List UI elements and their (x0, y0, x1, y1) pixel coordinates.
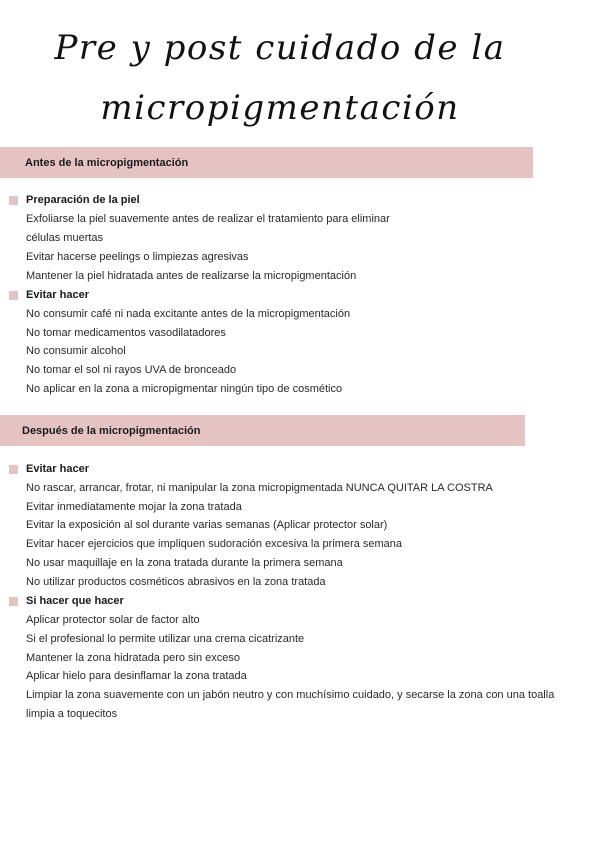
page-title-line-2: micropigmentación (100, 88, 460, 128)
page-title-line-1: Pre y post cuidado de la (54, 28, 506, 68)
list-item: limpia a toquecitos (26, 708, 118, 720)
list-item: No rascar, arrancar, frotar, ni manipular la zona micropigmentada NUNCA QUITAR LA COSTRA (26, 482, 493, 494)
list-item: Exfoliarse la piel suavemente antes de realizar el tratamiento para eliminar (26, 213, 390, 225)
list-item: células muertas (26, 232, 104, 244)
list-item: Aplicar hielo para desinflamar la zona tratada (26, 670, 247, 682)
list-item: No tomar medicamentos vasodilatadores (26, 327, 226, 339)
list-item: No consumir café ni nada excitante antes de la micropigmentación (26, 308, 351, 320)
heading-si-hacer (9, 595, 124, 607)
heading-label: Si hacer que hacer (26, 595, 124, 607)
section-bar-antes (0, 147, 533, 178)
square-bullet-icon (9, 597, 18, 606)
list-item: Evitar hacerse peelings o limpiezas agresivas (26, 251, 249, 263)
square-bullet-icon (9, 291, 18, 300)
section-title-antes: Antes de la micropigmentación (25, 156, 189, 169)
section-title-despues: Después de la micropigmentación (22, 424, 201, 437)
heading-label: Evitar hacer (26, 463, 89, 475)
list-item: Si el profesional lo permite utilizar una crema cicatrizante (26, 633, 305, 645)
list-item: Evitar hacer ejercicios que impliquen sudoración excesiva la primera semana (26, 538, 403, 550)
square-bullet-icon (9, 465, 18, 474)
heading-evitar-hacer-despues (9, 463, 89, 475)
list-item: No utilizar productos cosméticos abrasivos en la zona tratada (26, 576, 326, 588)
heading-preparacion-piel (9, 194, 140, 206)
list-item: Mantener la piel hidratada antes de realizarse la micropigmentación (26, 270, 357, 282)
list-item: No aplicar en la zona a micropigmentar ningún tipo de cosmético (26, 383, 343, 395)
heading-label: Evitar hacer (26, 289, 89, 301)
list-item: Mantener la zona hidratada pero sin exceso (26, 652, 241, 664)
square-bullet-icon (9, 196, 18, 205)
heading-evitar-hacer-antes (9, 289, 89, 301)
heading-label: Preparación de la piel (26, 194, 140, 206)
list-item: No usar maquillaje en la zona tratada durante la primera semana (26, 557, 343, 569)
list-item: Evitar inmediatamente mojar la zona tratada (26, 501, 242, 513)
list-item: No consumir alcohol (26, 345, 126, 357)
list-item: Evitar la exposición al sol durante varias semanas (Aplicar protector solar) (26, 519, 388, 531)
list-item: Aplicar protector solar de factor alto (26, 614, 200, 626)
list-item: Limpiar la zona suavemente con un jabón neutro y con muchísimo cuidado, y secarse la zona con una toalla (26, 689, 555, 701)
section-bar-despues (0, 415, 525, 446)
list-item: No tomar el sol ni rayos UVA de bronceado (26, 364, 237, 376)
